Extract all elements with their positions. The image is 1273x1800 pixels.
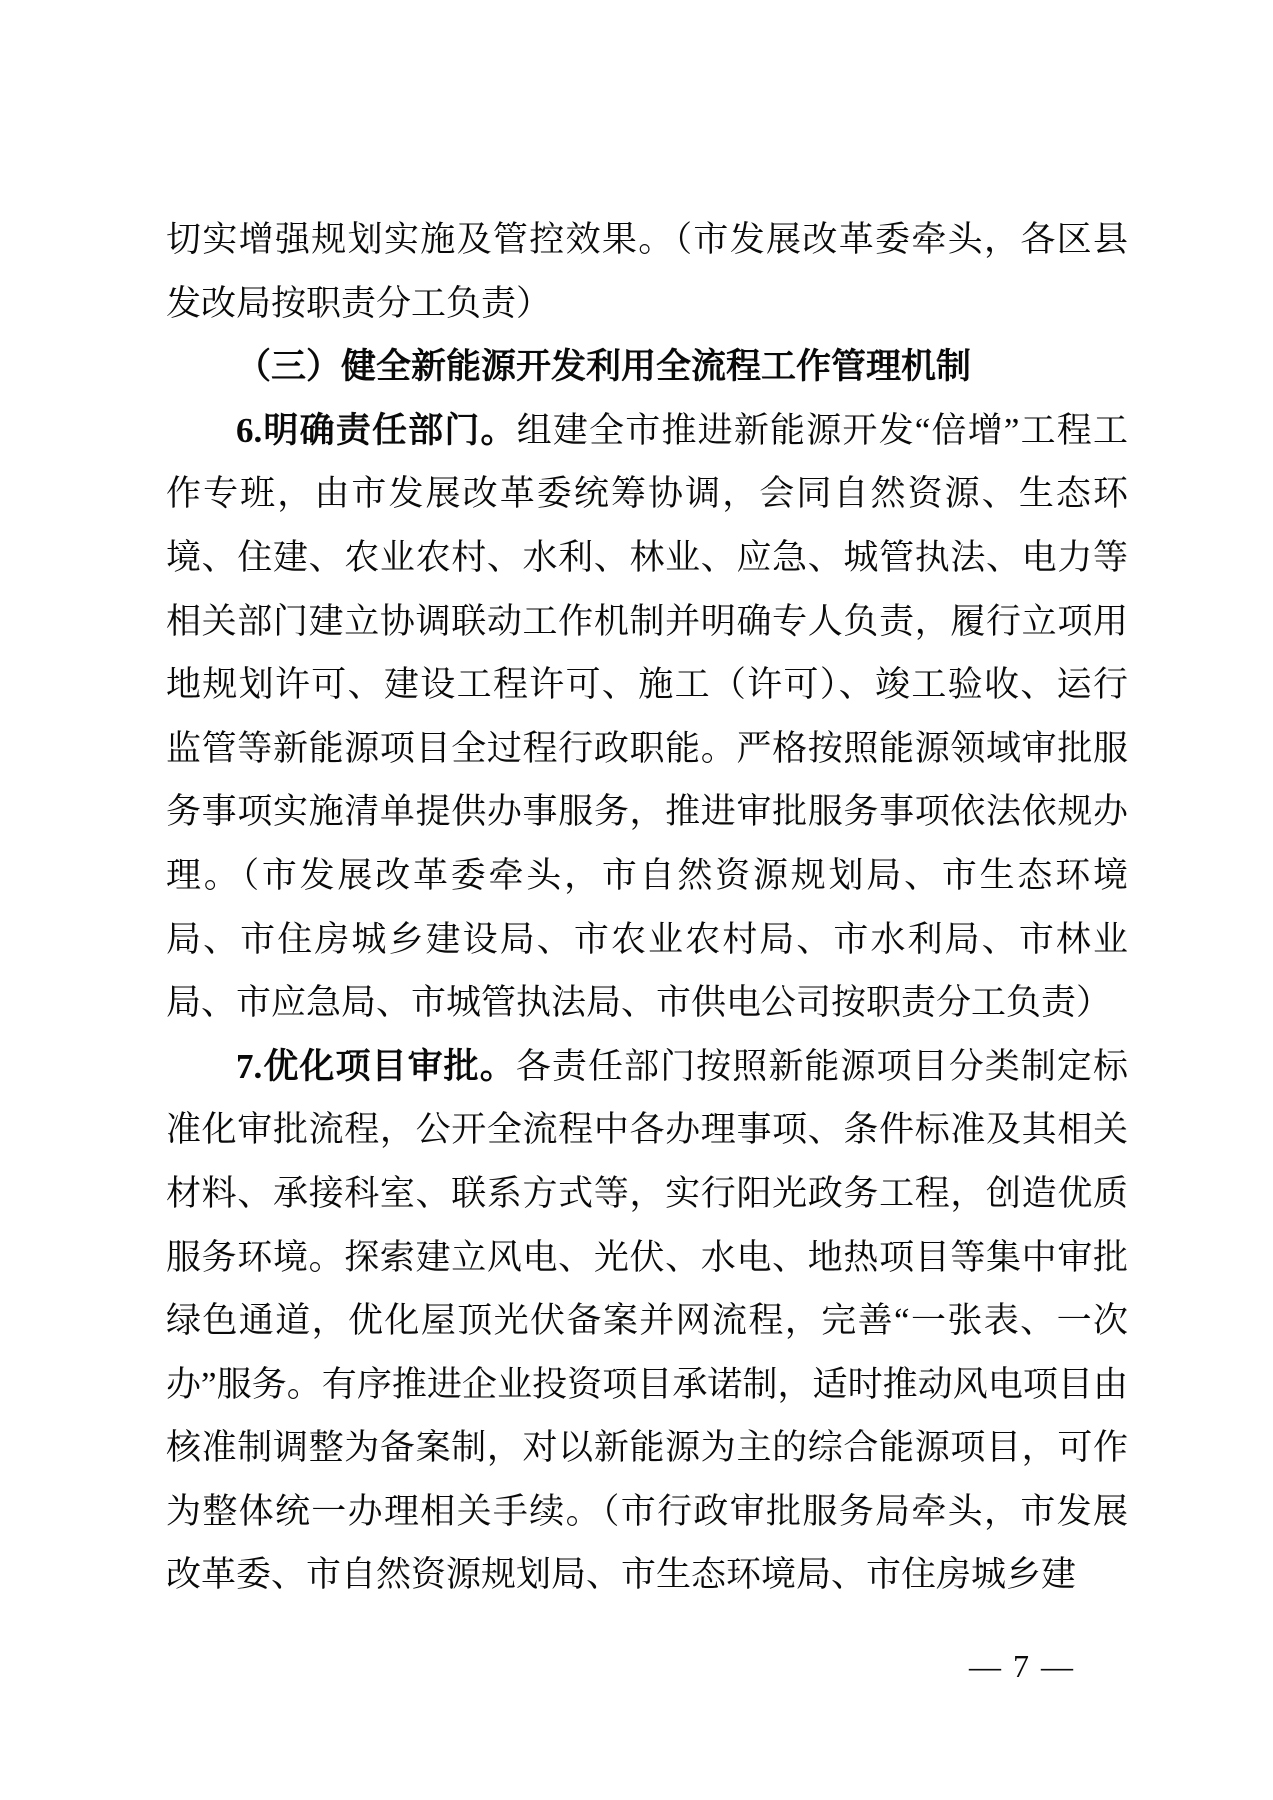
text-run-body: 组建全市推进新能源开发“倍增”工程工作专班，由市发展改革委统筹协调，会同自然资源、生态环境、住建、农业农村、水利、林业、应急、城管执法、电力等相关部门建立协调联动工作机制并明确专人负责，履行立项用地规划许可、建设工程许可、施工（许可）、竣工验收、运行监管等新能源项目全过程行政职能。严格按照能源领域审批服务事项实施清单提供办事服务，推进审批服务事项依法依规办理。 (166, 410, 1128, 895)
text-run-heading: （三）健全新能源开发利用全流程工作管理机制 (236, 347, 972, 387)
heading-section-3 (166, 335, 1128, 399)
para-continuation (166, 208, 1128, 335)
text-run-lead: 6.明确责任部门。 (236, 410, 517, 450)
text-run-annotation: （市行政审批服务局牵头，市发展改革委、市自然资源规划局、市生态环境局、市住房城乡建 (166, 1491, 1128, 1595)
page-number: — 7 — (969, 1648, 1075, 1684)
text-run-body: 各责任部门按照新能源项目分类制定标准化审批流程，公开全流程中各办理事项、条件标准及其相关材料、承接科室、联系方式等，实行阳光政务工程，创造优质服务环境。探索建立风电、光伏、水电、地热项目等集中审批绿色通道，优化屋顶光伏备案并网流程，完善“一张表、一次办”服务。有序推进企业投资项目承诺制，适时推动风电项目由核准制调整为备案制，对以新能源为主的综合能源项目，可作为整体统一办理相关手续。 (166, 1046, 1128, 1531)
para-item-7 (166, 1035, 1128, 1607)
text-run-lead: 7.优化项目审批。 (236, 1046, 516, 1086)
text-run-annotation: （市发展改革委牵头，各区县发改局按职责分工负责） (166, 220, 1128, 323)
text-run-annotation: （市发展改革委牵头，市自然资源规划局、市生态环境局、市住房城乡建设局、市农业农村局、市水利局、市林业局、市应急局、市城管执法局、市供电公司按职责分工负责） (166, 855, 1128, 1023)
text-run-body: 切实增强规划实施及管控效果。 (166, 220, 675, 259)
document-body (166, 208, 1128, 1607)
para-item-6 (166, 399, 1128, 1035)
